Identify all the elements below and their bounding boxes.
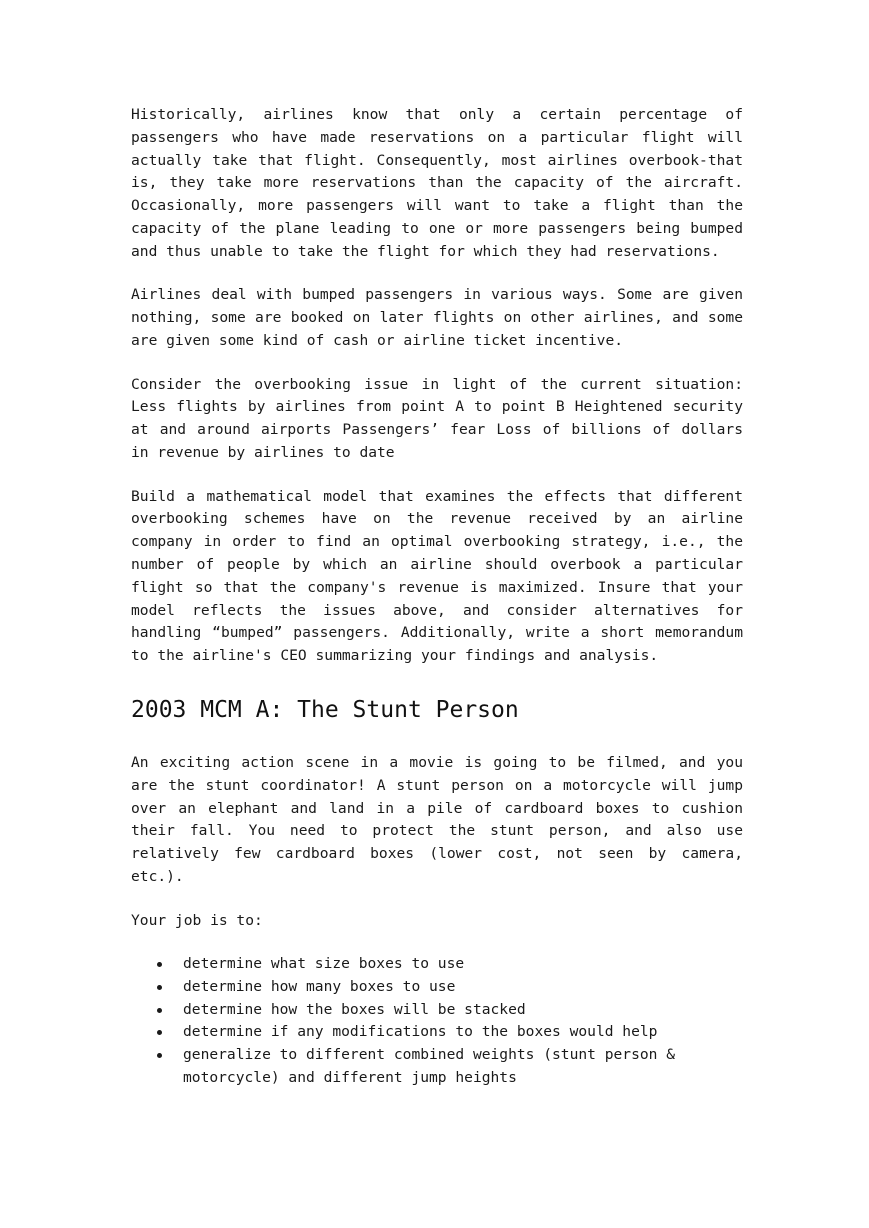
paragraph-model-task: Build a mathematical model that examines the effects that different overbooking schemes have on the revenue received by an airline company in order to find an optimal overbooking strategy, i.e., the number of people by which an airline should overbook a particular flight so that the company's revenue is maximized. Insure that your model reflects the issues above, and consider alternatives for handling “bumped” passengers. Additionally, write a short memorandum to the airline's CEO summarizing your findings and analysis.: [131, 487, 743, 665]
paragraph-historically: Historically, airlines know that only a certain percentage of passengers who have made reservations on a particular flight will actually take that flight. Consequently, most airlines overbook-that is, they take more reservations than the capacity of the aircraft. Occasionally, more passengers will want to take a flight than the capacity of the plane leading to one or more passengers being bumped and thus unable to take the flight for which they had reservations.: [131, 106, 743, 260]
document-page: [131, 104, 743, 1090]
list-item-text: determine how the boxes will be stacked: [183, 1000, 526, 1018]
task-list: [131, 953, 743, 1090]
bullet-icon: [157, 985, 162, 990]
bullet-icon: [157, 1008, 162, 1013]
list-item: [183, 976, 743, 999]
list-item-text: generalize to different combined weights (stunt person & motorcycle) and different jump heights: [183, 1046, 676, 1087]
list-item: [183, 1021, 743, 1044]
list-item-text: determine how many boxes to use: [183, 977, 456, 995]
bullet-icon: [157, 1053, 162, 1058]
list-item: [183, 999, 743, 1022]
list-item: [183, 953, 743, 976]
bullet-icon: [157, 1030, 162, 1035]
list-item: [183, 1044, 743, 1090]
paragraph-bumped-passengers: Airlines deal with bumped passengers in various ways. Some are given nothing, some are booked on later flights on other airlines, and some are given some kind of cash or airline ticket incentive.: [131, 286, 743, 349]
paragraph-current-situation: Consider the overbooking issue in light of the current situation: Less flights by airlines from point A to point B Heightened security at and around airports Passengers’ fear Loss of billions of dollars in revenue by airlines to date: [131, 375, 743, 461]
list-item-text: determine what size boxes to use: [183, 955, 465, 973]
paragraph-your-job: Your job is to:: [131, 911, 263, 929]
paragraph-stunt-scene: An exciting action scene in a movie is going to be filmed, and you are the stunt coordinator! A stunt person on a motorcycle will jump over an elephant and land in a pile of cardboard boxes to cushion their fall. You need to protect the stunt person, and also use relatively few cardboard boxes (lower cost, not seen by camera, etc.).: [131, 753, 743, 885]
section-heading: 2003 MCM A: The Stunt Person: [131, 696, 519, 723]
bullet-icon: [157, 962, 162, 967]
list-item-text: determine if any modifications to the boxes would help: [183, 1023, 658, 1041]
